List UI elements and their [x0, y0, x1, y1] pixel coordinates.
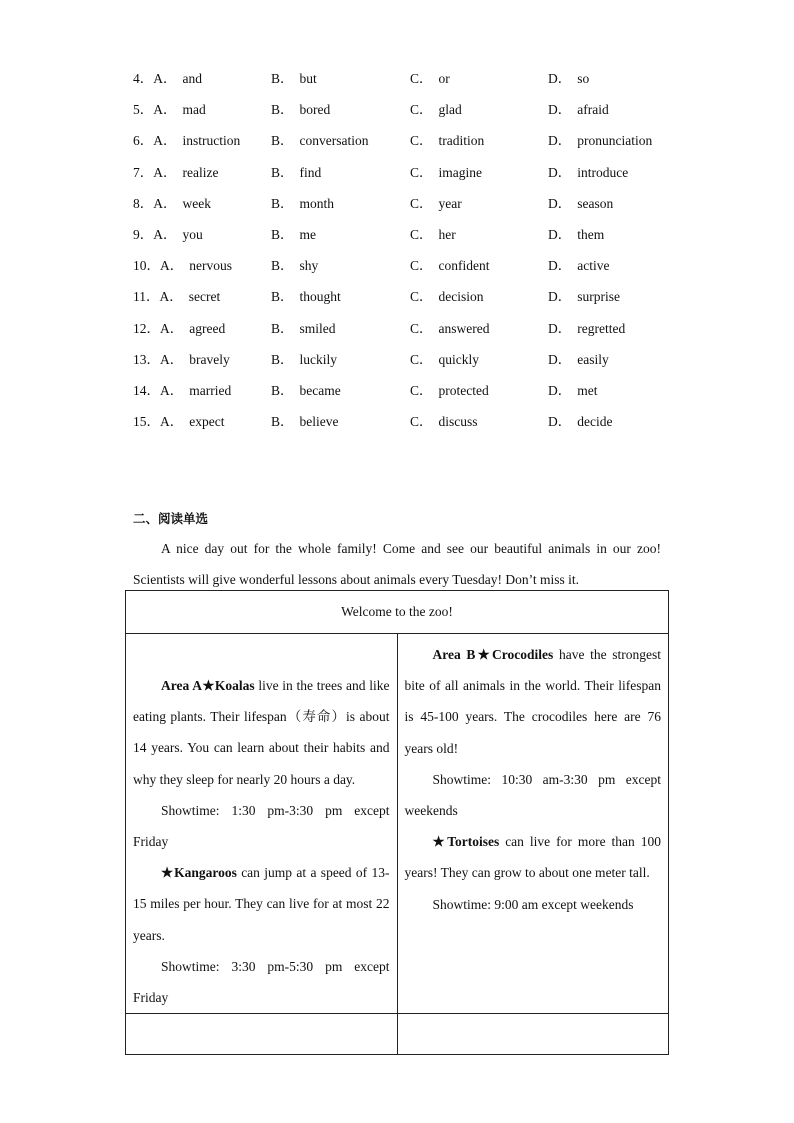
option-letter: D． [548, 258, 572, 274]
question-number: 4． [133, 71, 154, 86]
option-text: season [577, 195, 614, 211]
option-b [271, 410, 339, 430]
option-text: quickly [438, 351, 480, 367]
option-text: shy [299, 258, 319, 274]
option-text: married [189, 383, 232, 398]
option-letter: C． [410, 102, 433, 118]
option-c [410, 317, 490, 337]
kangaroos-paragraph [133, 857, 390, 951]
option-letter: D． [548, 71, 572, 86]
question-row [133, 223, 693, 243]
option-letter: D． [548, 414, 572, 430]
option-letter: B． [271, 351, 294, 367]
question-row [133, 317, 693, 337]
empty-cell-left [126, 1014, 398, 1055]
question-number: 12． [133, 320, 160, 336]
option-c [410, 348, 479, 368]
question-number: 11． [133, 289, 160, 305]
option-text: find [299, 164, 322, 180]
option-letter: A． [153, 133, 177, 149]
option-text: believe [299, 414, 339, 430]
option-text: or [438, 71, 450, 86]
koalas-showtime: Showtime: 1:30 pm-3:30 pm except Friday [133, 802, 390, 850]
option-b [271, 67, 317, 87]
option-letter: C． [410, 258, 433, 274]
option-letter: B． [271, 102, 294, 118]
question-row [133, 379, 693, 399]
option-letter: C． [410, 383, 433, 398]
option-text: confident [438, 258, 490, 274]
option-text: week [182, 195, 211, 211]
option-c [410, 410, 478, 430]
question-row [133, 67, 693, 87]
option-d [548, 317, 625, 337]
option-letter: B． [271, 195, 294, 211]
crocodiles-heading: Area B★Crocodiles [432, 647, 554, 662]
option-text: active [577, 258, 610, 274]
option-text: thought [299, 289, 341, 305]
option-b [271, 98, 330, 118]
option-text: and [182, 71, 202, 86]
option-c [410, 379, 489, 399]
koalas-heading: Area A★Koalas [161, 678, 255, 693]
option-d [548, 285, 620, 305]
question-row [133, 129, 693, 149]
option-text: bravely [189, 351, 230, 367]
option-letter: B． [271, 71, 294, 86]
option-a [133, 67, 202, 87]
option-text: instruction [182, 133, 241, 149]
option-d [548, 161, 628, 181]
option-letter: C． [410, 289, 433, 305]
question-row [133, 98, 693, 118]
option-letter: B． [271, 227, 294, 242]
zoo-table-header: Welcome to the zoo! [126, 591, 669, 634]
tortoises-paragraph [405, 826, 662, 888]
option-text: nervous [189, 258, 232, 274]
option-text: mad [182, 102, 206, 118]
option-text: realize [182, 164, 219, 180]
tortoises-description: can live for more than 100 years! They can grow to about one meter tall. [404, 834, 662, 881]
crocodiles-paragraph [405, 639, 662, 764]
option-a [133, 317, 225, 337]
kangaroos-heading: ★Kangaroos [161, 865, 237, 881]
option-b [271, 285, 341, 305]
option-d [548, 348, 609, 368]
area-b-cell [397, 634, 669, 1014]
option-text: but [299, 71, 317, 86]
option-text: me [299, 227, 317, 242]
option-text: so [577, 71, 590, 86]
section-title: 二、阅读单选 [133, 511, 209, 526]
option-letter: C． [410, 351, 433, 367]
option-text: bored [299, 102, 331, 118]
option-letter: A． [153, 195, 177, 211]
option-text: tradition [438, 133, 485, 149]
option-text: year [438, 195, 462, 211]
option-letter: C． [410, 133, 433, 149]
question-number: 10． [133, 258, 160, 274]
option-letter: C． [410, 227, 433, 242]
option-letter: B． [271, 289, 294, 305]
option-letter: A． [160, 258, 184, 274]
question-row [133, 192, 693, 212]
option-c [410, 67, 450, 87]
option-d [548, 98, 609, 118]
intro-paragraph: A nice day out for the whole family! Come and see our beautiful animals in our zoo! Scientists will give wonderful lessons about animals every Tuesday! Don’t miss it. [133, 541, 661, 587]
option-text: regretted [577, 320, 626, 336]
option-d [548, 223, 604, 243]
option-letter: B． [271, 133, 294, 149]
question-row [133, 410, 693, 430]
option-b [271, 379, 341, 399]
option-text: afraid [577, 102, 609, 118]
option-a [133, 379, 231, 399]
question-number: 7． [133, 164, 154, 180]
question-number: 15． [133, 414, 160, 430]
option-text: answered [438, 320, 490, 336]
option-c [410, 161, 482, 181]
option-text: her [438, 227, 456, 242]
koalas-description: live in the trees and like eating plants. Their lifespan（寿命）is about 14 years. You can learn about their habits and why they sleep for nearly 20 hours a day. [133, 678, 390, 787]
option-text: protected [438, 383, 489, 398]
question-number: 8． [133, 195, 154, 211]
option-letter: D． [548, 351, 572, 367]
option-text: decide [577, 414, 613, 430]
option-letter: A． [160, 414, 184, 430]
option-letter: D． [548, 227, 572, 242]
option-letter: A． [160, 351, 184, 367]
question-row [133, 161, 693, 181]
option-c [410, 254, 490, 274]
option-text: secret [188, 289, 221, 305]
option-text: glad [438, 102, 462, 118]
option-d [548, 67, 589, 87]
option-c [410, 192, 462, 212]
kangaroos-description: can jump at a speed of 13-15 miles per hour. They can live for at most 22 years. [133, 865, 390, 943]
koalas-paragraph [133, 670, 390, 795]
option-text: surprise [577, 289, 620, 305]
option-letter: C． [410, 71, 433, 86]
option-text: agreed [189, 320, 226, 336]
option-c [410, 129, 484, 149]
option-a [133, 223, 203, 243]
option-b [271, 129, 369, 149]
option-a [133, 129, 240, 149]
option-letter: D． [548, 164, 572, 180]
option-text: discuss [438, 414, 478, 430]
question-number: 9． [133, 227, 154, 242]
area-a-cell [126, 634, 398, 1014]
question-number: 6． [133, 133, 154, 149]
option-text: expect [189, 414, 225, 430]
option-d [548, 410, 612, 430]
option-d [548, 379, 598, 399]
question-number: 14． [133, 383, 160, 398]
option-letter: C． [410, 164, 433, 180]
option-a [133, 192, 211, 212]
option-b [271, 317, 336, 337]
option-letter: B． [271, 164, 294, 180]
option-letter: B． [271, 258, 294, 274]
option-c [410, 223, 456, 243]
option-letter: B． [271, 383, 294, 398]
option-text: conversation [299, 133, 369, 149]
option-letter: A． [153, 102, 177, 118]
option-d [548, 254, 609, 274]
option-letter: C． [410, 414, 433, 430]
option-b [271, 254, 318, 274]
option-c [410, 98, 462, 118]
option-text: pronunciation [577, 133, 653, 149]
option-text: met [577, 383, 598, 398]
option-text: easily [577, 351, 609, 367]
option-text: month [299, 195, 335, 211]
option-letter: D． [548, 133, 572, 149]
option-b [271, 348, 337, 368]
option-letter: C． [410, 195, 433, 211]
option-text: luckily [299, 351, 338, 367]
option-b [271, 161, 321, 181]
option-text: smiled [299, 320, 336, 336]
option-letter: B． [271, 414, 294, 430]
option-b [271, 223, 316, 243]
option-letter: D． [548, 320, 572, 336]
tortoises-showtime: Showtime: 9:00 am except weekends [432, 896, 634, 912]
option-a [133, 285, 220, 305]
question-number: 13． [133, 351, 160, 367]
option-letter: D． [548, 102, 572, 118]
option-a [133, 348, 230, 368]
question-row [133, 348, 693, 368]
question-row [133, 254, 693, 274]
option-a [133, 254, 232, 274]
option-letter: D． [548, 195, 572, 211]
option-d [548, 192, 613, 212]
option-letter: A． [153, 71, 177, 86]
question-number: 5． [133, 102, 154, 118]
zoo-table [125, 590, 669, 1055]
option-letter: C． [410, 320, 433, 336]
option-letter: D． [548, 289, 572, 305]
option-a [133, 410, 224, 430]
crocodiles-description: have the strongest bite of all animals in the world. Their lifespan is 45-100 years. The crocodiles here are 76 years old! [404, 647, 661, 756]
option-text: became [299, 383, 341, 398]
option-c [410, 285, 484, 305]
kangaroos-showtime: Showtime: 3:30 pm-5:30 pm except Friday [133, 958, 390, 1006]
empty-cell-right [397, 1014, 669, 1055]
option-text: them [577, 227, 605, 242]
option-letter: A． [160, 320, 184, 336]
option-letter: A． [159, 289, 183, 305]
option-text: imagine [438, 164, 483, 180]
tortoises-heading: ★Tortoises [432, 834, 500, 850]
question-row [133, 285, 693, 305]
option-a [133, 161, 218, 181]
option-letter: A． [160, 383, 184, 398]
option-d [548, 129, 652, 149]
option-letter: A． [153, 227, 177, 242]
option-a [133, 98, 206, 118]
option-b [271, 192, 334, 212]
option-letter: D． [548, 383, 572, 398]
option-text: you [182, 227, 203, 242]
option-text: introduce [577, 164, 629, 180]
option-text: decision [438, 289, 484, 305]
option-letter: B． [271, 320, 294, 336]
crocodiles-showtime: Showtime: 10:30 am-3:30 pm except weekends [404, 771, 661, 819]
option-letter: A． [153, 164, 177, 180]
